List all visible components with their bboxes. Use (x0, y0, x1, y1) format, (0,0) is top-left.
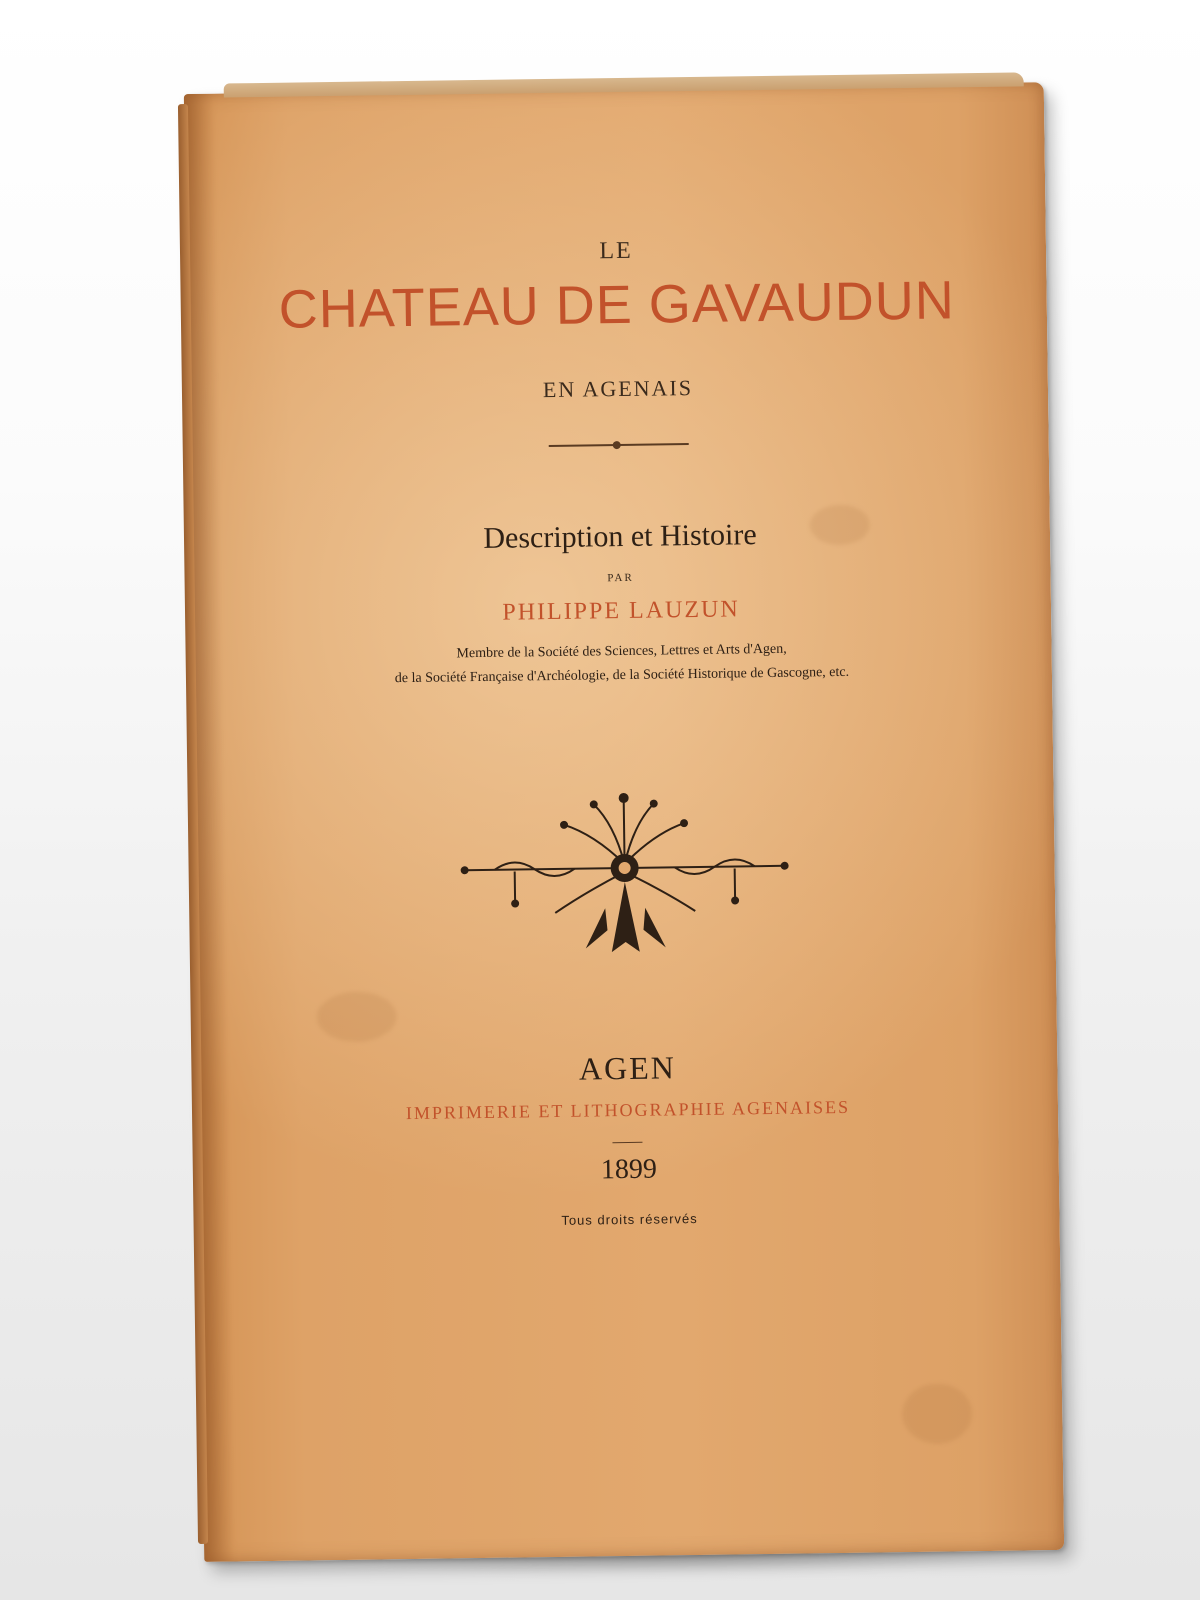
paper-stain (316, 991, 397, 1042)
year-rule (612, 1142, 642, 1143)
title-article: LE (599, 237, 633, 265)
by-label: PAR (607, 571, 634, 585)
author-credential-line-1: Membre de la Société des Sciences, Lettres et Arts d'Agen, (456, 641, 787, 662)
publication-year: 1899 (600, 1153, 658, 1186)
floral-vignette-icon (454, 786, 796, 971)
rights-notice: Tous droits réservés (561, 1211, 698, 1228)
paper-stain (902, 1383, 973, 1444)
printer-name: IMPRIMERIE ET LITHOGRAPHIE AGENAISES (405, 1096, 851, 1124)
publication-city: AGEN (578, 1049, 677, 1087)
book-top-edge (224, 72, 1024, 97)
book-title: CHATEAU DE GAVAUDUN (278, 270, 956, 340)
book-cover (184, 82, 1064, 1562)
author-credential-line-2: de la Société Française d'Archéologie, de la Société Historique de Gascogne, etc. (394, 664, 850, 687)
book-subtitle: EN AGENAIS (542, 374, 694, 403)
title-divider (549, 443, 689, 447)
book-description: Description et Histoire (483, 518, 757, 555)
author-name: PHILIPPE LAUZUN (502, 596, 740, 626)
